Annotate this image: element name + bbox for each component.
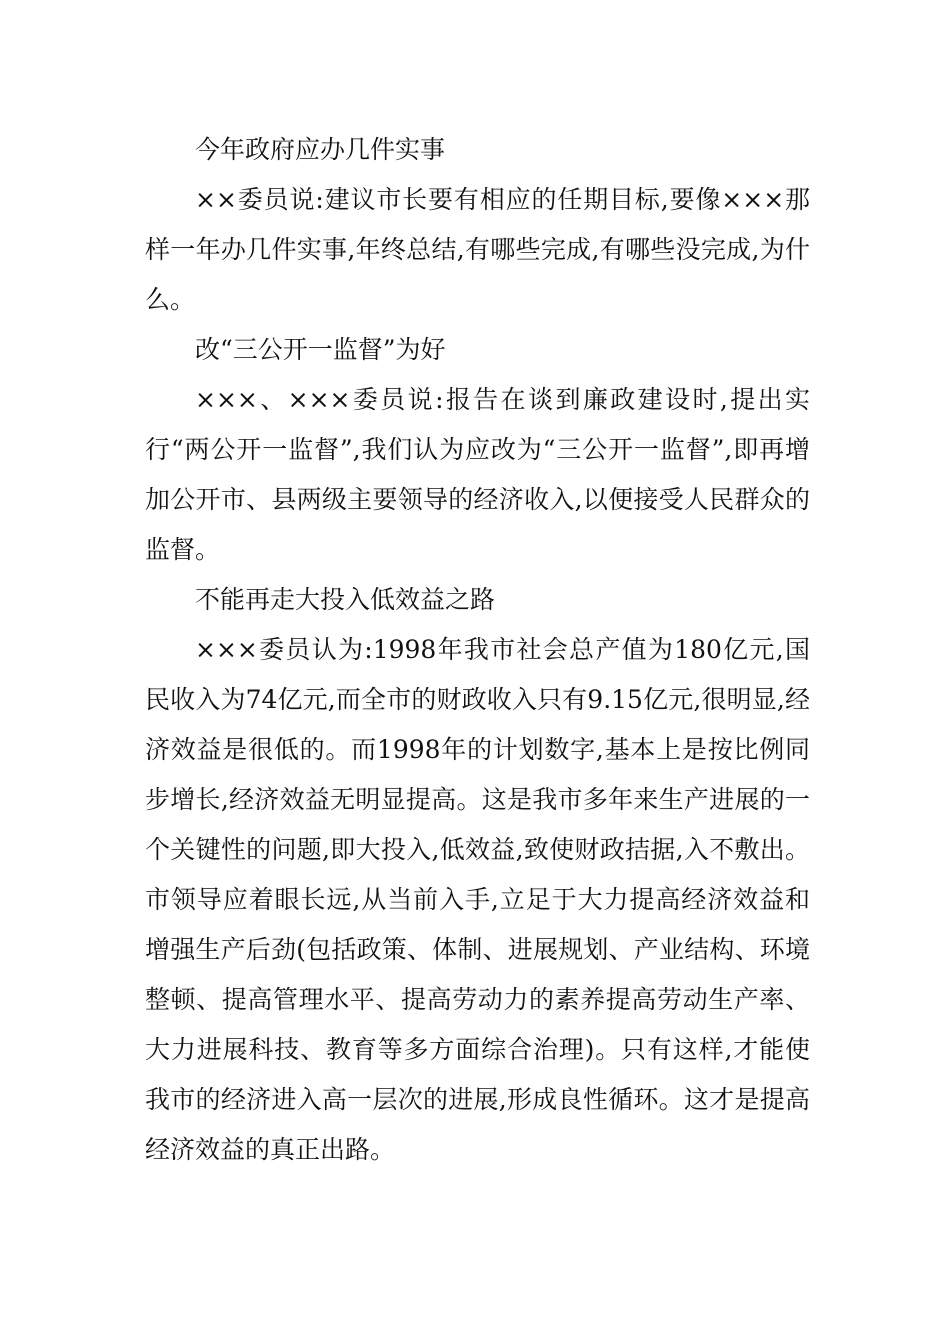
- section-heading: 改“三公开一监督”为好: [195, 335, 446, 364]
- section-paragraph: ×××、×××委员说:报告在谈到廉政建设时,提出实行“两公开一监督”,我们认为应改为“三公开一监督”,即再增加公开市、县两级主要领导的经济收入,以便接受人民群众的监督。: [145, 385, 810, 564]
- section-heading: 不能再走大投入低效益之路: [195, 585, 496, 614]
- section-paragraph: ×××委员认为:1998年我市社会总产值为180亿元,国民收入为74亿元,而全市的财政收入只有9.15亿元,很明显,经济效益是很低的。而1998年的计划数字,基本上是按比例同步增长,经济效益无明显提高。这是我市多年来生产进展的一个关键性的问题,即大投入,低效益,致使财政拮据,入不敷出。市领导应着眼长远,从当前入手,立足于大力提高经济效益和增强生产后劲(包括政策、体制、进展规划、产业结构、环境整顿、提高管理水平、提高劳动力的素养提高劳动生产率、大力进展科技、教育等多方面综合治理)。只有这样,才能使我市的经济进入高一层次的进展,形成良性循环。这才是提高经济效益的真正出路。: [145, 635, 810, 1164]
- section-paragraph: ××委员说:建议市长要有相应的任期目标,要像×××那样一年办几件实事,年终总结,有哪些完成,有哪些没完成,为什么。: [145, 185, 810, 314]
- document-body: [145, 125, 810, 1175]
- section-heading: 今年政府应办几件实事: [195, 135, 446, 164]
